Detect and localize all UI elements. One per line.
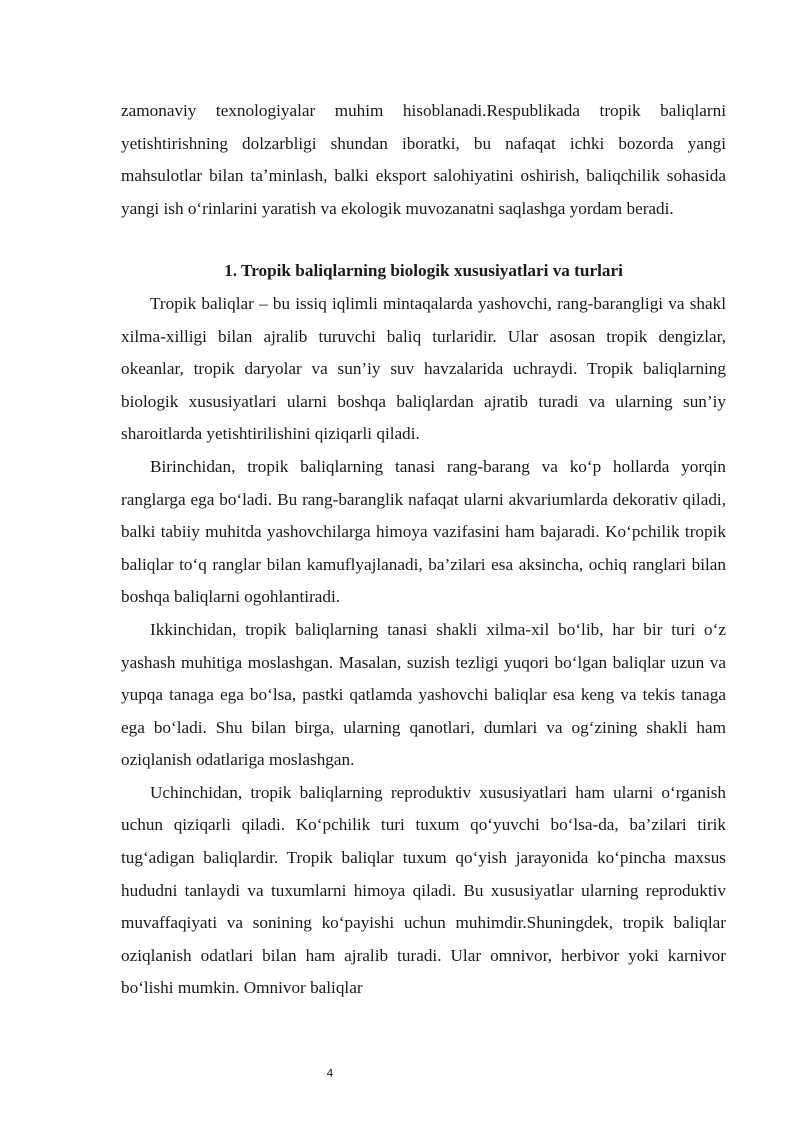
paragraph-3: Ikkinchidan, tropik baliqlarning tanasi shakli xilma-xil boʻlib, har bir turi oʻz yashash muhitiga moslashgan. Masalan, suzish tezligi yuqori boʻlgan baliqlar uzun va yupqa tanaga ega boʻlsa, pastki qatlamda yashovchi baliqlar esa keng va tekis tanaga ega boʻladi. Shu bilan birga, ularning qanotlari, dumlari va ogʻzining shakli ham oziqlanish odatlariga moslashgan. (121, 619, 726, 770)
paragraph-2: Birinchidan, tropik baliqlarning tanasi rang-barang va koʻp hollarda yorqin ranglarga ega boʻladi. Bu rang-baranglik nafaqat ularni akvariumlarda dekorativ qiladi, balki tabiiy muhitda yashovchilarga himoya vazifasini ham bajaradi. Koʻpchilik tropik baliqlar toʻq ranglar bilan kamuflyajlanadi, ba’zilari esa aksincha, ochiq ranglari bilan boshqa baliqlarni ogohlantiradi. (121, 456, 726, 607)
page-body (121, 95, 726, 1005)
paragraph-1: Tropik baliqlar – bu issiq iqlimli mintaqalarda yashovchi, rang-barangligi va shakl xilma-xilligi bilan ajralib turuvchi baliq turlaridir. Ular asosan tropik dengizlar, okeanlar, tropik daryolar va sun’iy suv havzalarida uchraydi. Tropik baliqlarning biologik xususiyatlari ularni boshqa baliqlardan ajratib turadi va ularning sun’iy sharoitlarda yetishtirilishini qiziqarli qiladi. (121, 293, 726, 444)
section-heading: 1. Tropik baliqlarning biologik xususiyatlari va turlari (224, 261, 623, 281)
paragraph-4: Uchinchidan, tropik baliqlarning reproduktiv xususiyatlari ham ularni oʻrganish uchun qiziqarli qiladi. Koʻpchilik turi tuxum qoʻyuvchi boʻlsa-da, ba’zilari tirik tugʻadigan baliqlardir. Tropik baliqlar tuxum qoʻyish jarayonida koʻpincha maxsus hududni tanlaydi va tuxumlarni himoya qiladi. Bu xususiyatlar ularning reproduktiv muvaffaqiyati va sonining koʻpayishi uchun muhimdir.Shuningdek, tropik baliqlar oziqlanish odatlari bilan ham ajralib turadi. Ular omnivor, herbivor yoki karnivor boʻlishi mumkin. Omnivor baliqlar (121, 782, 726, 998)
page-number: 4 (326, 1067, 334, 1080)
intro-paragraph: zamonaviy texnologiyalar muhim hisoblanadi.Respublikada tropik baliqlarni yetishtirishning dolzarbligi shundan iboratki, bu nafaqat ichki bozorda yangi mahsulotlar bilan taʼminlash, balki eksport salohiyatini oshirish, baliqchilik sohasida yangi ish oʻrinlarini yaratish va ekologik muvozanatni saqlashga yordam beradi. (121, 101, 726, 218)
